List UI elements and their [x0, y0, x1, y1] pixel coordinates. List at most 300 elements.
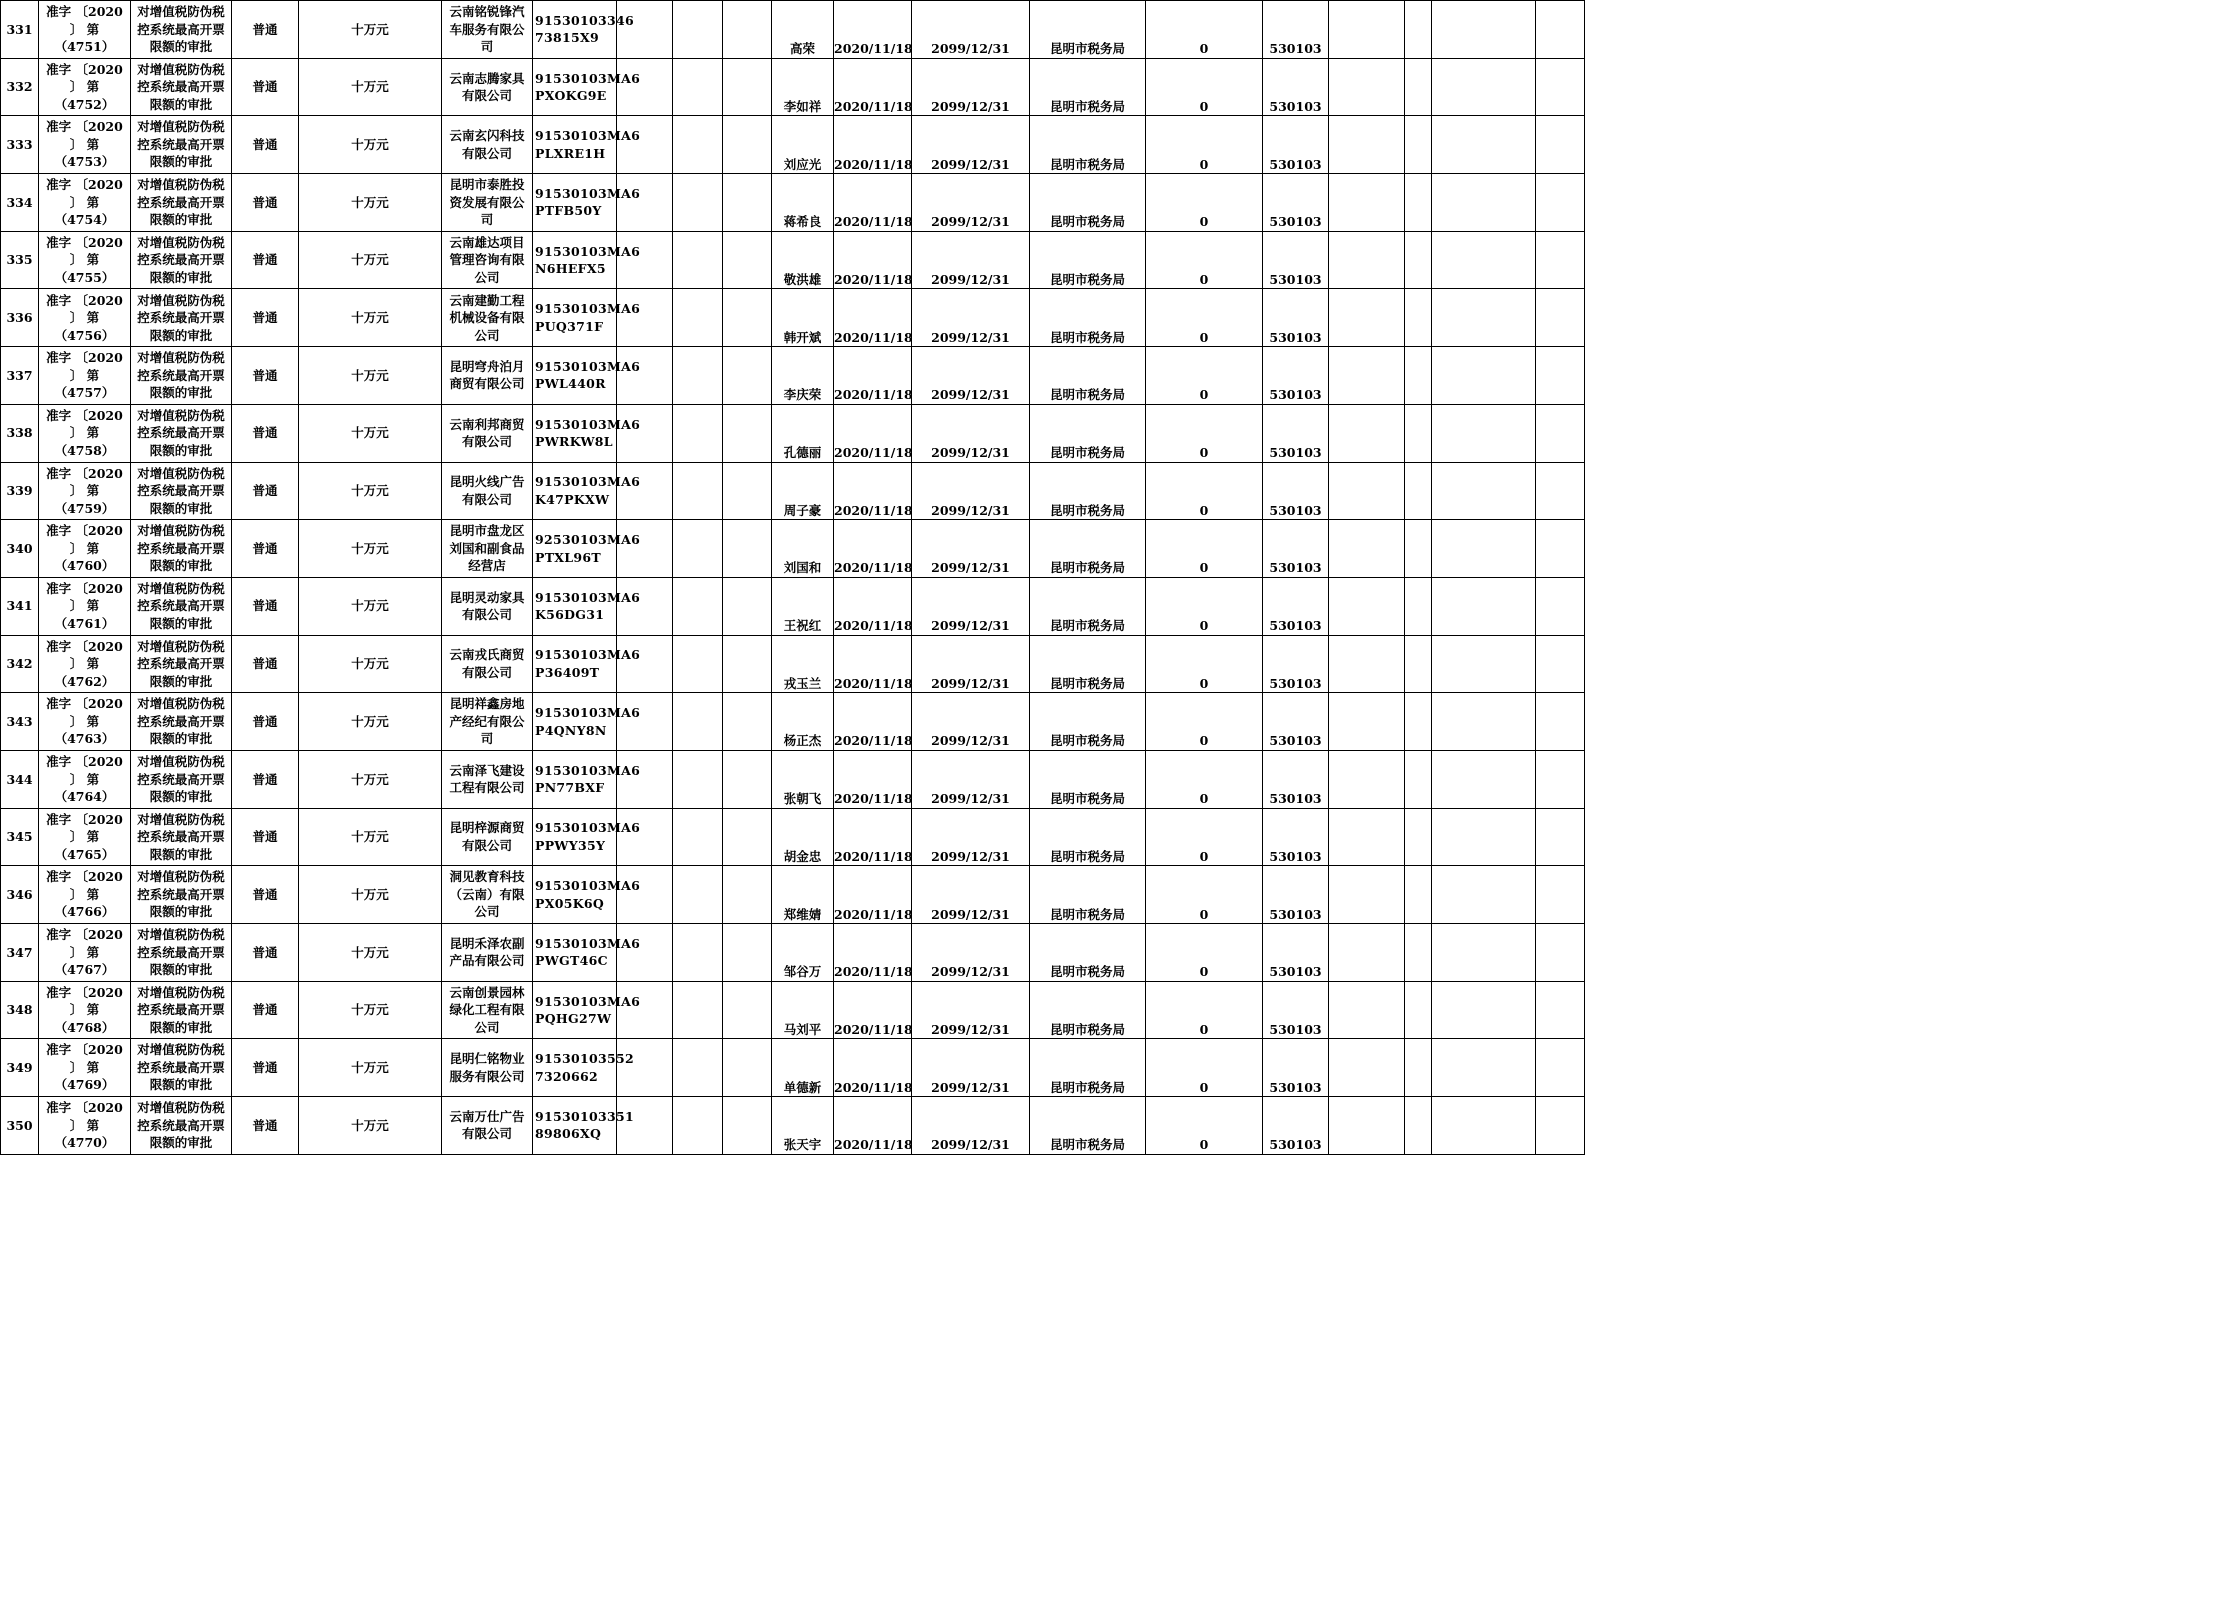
approval-item-cell	[131, 174, 232, 232]
document-number-cell	[39, 116, 131, 174]
row-number-cell: 348	[1, 981, 39, 1039]
status-flag-cell: 0	[1146, 981, 1263, 1039]
area-code-cell: 530103	[1263, 174, 1329, 232]
empty-cell	[1329, 635, 1405, 693]
company-name-line: 公司	[474, 904, 500, 920]
approval-item-line: 对增值税防伪税	[137, 407, 225, 423]
end-date-cell: 2099/12/31	[912, 174, 1030, 232]
company-name-line: 管理咨询有限	[449, 252, 525, 268]
credit-code-line: 91530103MA6	[535, 762, 641, 778]
row-number-cell: 338	[1, 404, 39, 462]
approval-item-line: 限额的审批	[149, 673, 213, 689]
empty-cell	[1536, 462, 1585, 520]
empty-cell	[1329, 462, 1405, 520]
document-number-line: 准字 〔2020	[46, 638, 123, 654]
approval-item-line: 控系统最高开票	[137, 252, 225, 268]
empty-cell	[1405, 577, 1432, 635]
empty-cell	[723, 520, 772, 578]
document-number-line: （4759）	[54, 500, 115, 516]
credit-code-line: K47PKXW	[535, 491, 610, 507]
company-name-line: 昆明市泰胜投	[449, 177, 525, 193]
area-code-cell: 530103	[1263, 1039, 1329, 1097]
start-date-cell: 2020/11/18	[834, 750, 912, 808]
table-row	[1, 1097, 1585, 1155]
legal-representative-cell: 张天宇	[772, 1097, 834, 1155]
area-code-cell: 530103	[1263, 750, 1329, 808]
empty-cell	[673, 1039, 723, 1097]
empty-cell	[1405, 462, 1432, 520]
area-code-cell: 530103	[1263, 58, 1329, 116]
empty-cell	[1536, 520, 1585, 578]
empty-cell	[617, 520, 673, 578]
empty-cell	[673, 462, 723, 520]
end-date-cell: 2099/12/31	[912, 231, 1030, 289]
approval-item-cell	[131, 58, 232, 116]
empty-cell	[1432, 404, 1536, 462]
credit-code-line: PWRKW8L	[535, 434, 613, 450]
credit-code-line: P36409T	[535, 664, 600, 680]
legal-representative-cell: 邹谷万	[772, 924, 834, 982]
approval-item-line: 控系统最高开票	[137, 425, 225, 441]
approval-item-line: 控系统最高开票	[137, 194, 225, 210]
row-number-cell: 349	[1, 1039, 39, 1097]
credit-code-line: 91530103MA6	[535, 128, 641, 144]
document-number-line: 〕 第	[69, 21, 100, 37]
empty-cell	[673, 347, 723, 405]
empty-cell	[1536, 174, 1585, 232]
end-date-cell: 2099/12/31	[912, 1039, 1030, 1097]
empty-cell	[1405, 981, 1432, 1039]
table-row	[1, 289, 1585, 347]
status-flag-cell: 0	[1146, 866, 1263, 924]
empty-cell	[1329, 347, 1405, 405]
row-number-cell: 344	[1, 750, 39, 808]
document-number-line: 准字 〔2020	[46, 465, 123, 481]
approval-item-line: 对增值税防伪税	[137, 580, 225, 596]
table-row	[1, 174, 1585, 232]
credit-code-line: 91530103MA6	[535, 358, 641, 374]
category-cell: 普通	[232, 577, 299, 635]
table-row	[1, 1, 1585, 59]
empty-cell	[723, 116, 772, 174]
document-number-line: 〕 第	[69, 1002, 100, 1018]
invoice-limit-cell: 十万元	[299, 347, 442, 405]
table-row	[1, 116, 1585, 174]
empty-cell	[1405, 1097, 1432, 1155]
document-number-cell	[39, 289, 131, 347]
approval-item-cell	[131, 866, 232, 924]
empty-cell	[723, 1, 772, 59]
row-number-cell: 350	[1, 1097, 39, 1155]
end-date-cell: 2099/12/31	[912, 750, 1030, 808]
empty-cell	[1405, 808, 1432, 866]
empty-cell	[1432, 750, 1536, 808]
document-number-line: 〕 第	[69, 79, 100, 95]
empty-cell	[1536, 289, 1585, 347]
approval-item-line: 对增值税防伪税	[137, 811, 225, 827]
empty-cell	[617, 174, 673, 232]
empty-cell	[1536, 635, 1585, 693]
end-date-cell: 2099/12/31	[912, 520, 1030, 578]
empty-cell	[617, 1039, 673, 1097]
empty-cell	[1405, 231, 1432, 289]
status-flag-cell: 0	[1146, 520, 1263, 578]
table-row	[1, 981, 1585, 1039]
document-number-line: 〕 第	[69, 1117, 100, 1133]
approval-item-line: 控系统最高开票	[137, 1059, 225, 1075]
company-name-line: 云南万仕广告	[449, 1108, 525, 1124]
category-cell: 普通	[232, 347, 299, 405]
credit-code-cell	[533, 231, 641, 289]
area-code-cell: 530103	[1263, 116, 1329, 174]
company-name-cell	[442, 1097, 533, 1155]
company-name-line: 机械设备有限	[449, 310, 525, 326]
empty-cell	[1536, 866, 1585, 924]
empty-cell	[1405, 404, 1432, 462]
empty-cell	[1329, 1039, 1405, 1097]
company-name-line: 有限公司	[461, 88, 512, 104]
empty-cell	[617, 1097, 673, 1155]
end-date-cell: 2099/12/31	[912, 577, 1030, 635]
credit-code-line: P4QNY8N	[535, 722, 607, 738]
area-code-cell: 530103	[1263, 347, 1329, 405]
invoice-limit-cell: 十万元	[299, 1, 442, 59]
invoice-limit-cell: 十万元	[299, 231, 442, 289]
company-name-cell	[442, 289, 533, 347]
approval-item-line: 控系统最高开票	[137, 944, 225, 960]
empty-cell	[673, 693, 723, 751]
credit-code-line: 91530103MA6	[535, 474, 641, 490]
credit-code-line: PTFB50Y	[535, 203, 602, 219]
empty-cell	[1432, 1, 1536, 59]
legal-representative-cell: 马刘平	[772, 981, 834, 1039]
empty-cell	[1432, 116, 1536, 174]
empty-cell	[617, 231, 673, 289]
empty-cell	[617, 981, 673, 1039]
approval-item-line: 对增值税防伪税	[137, 1042, 225, 1058]
credit-code-cell	[533, 174, 641, 232]
legal-representative-cell: 戎玉兰	[772, 635, 834, 693]
authority-cell: 昆明市税务局	[1030, 174, 1146, 232]
empty-cell	[1329, 520, 1405, 578]
document-number-line: （4757）	[54, 385, 115, 401]
company-name-cell	[442, 174, 533, 232]
invoice-limit-cell: 十万元	[299, 1097, 442, 1155]
document-number-line: 准字 〔2020	[46, 234, 123, 250]
approval-item-line: 限额的审批	[149, 731, 213, 747]
approval-item-line: 控系统最高开票	[137, 713, 225, 729]
credit-code-line: 91530103MA6	[535, 301, 641, 317]
category-cell: 普通	[232, 1, 299, 59]
end-date-cell: 2099/12/31	[912, 116, 1030, 174]
authority-cell: 昆明市税务局	[1030, 924, 1146, 982]
status-flag-cell: 0	[1146, 1, 1263, 59]
credit-code-line: PXOKG9E	[535, 88, 607, 104]
approval-item-line: 对增值税防伪税	[137, 350, 225, 366]
empty-cell	[1329, 58, 1405, 116]
document-number-line: 〕 第	[69, 367, 100, 383]
credit-code-cell	[533, 462, 641, 520]
empty-cell	[1405, 58, 1432, 116]
table-row	[1, 231, 1585, 289]
empty-cell	[1329, 750, 1405, 808]
empty-cell	[723, 289, 772, 347]
credit-code-line: PX05K6Q	[535, 895, 605, 911]
authority-cell: 昆明市税务局	[1030, 116, 1146, 174]
document-number-cell	[39, 750, 131, 808]
area-code-cell: 530103	[1263, 462, 1329, 520]
empty-cell	[1405, 750, 1432, 808]
document-number-line: （4752）	[54, 96, 115, 112]
start-date-cell: 2020/11/18	[834, 347, 912, 405]
empty-cell	[723, 462, 772, 520]
table-row	[1, 635, 1585, 693]
row-number-cell: 333	[1, 116, 39, 174]
approval-item-line: 限额的审批	[149, 500, 213, 516]
table-row	[1, 404, 1585, 462]
empty-cell	[673, 750, 723, 808]
company-name-line: 昆明穹舟泊月	[449, 358, 525, 374]
table-row	[1, 808, 1585, 866]
end-date-cell: 2099/12/31	[912, 693, 1030, 751]
company-name-cell	[442, 808, 533, 866]
category-cell: 普通	[232, 231, 299, 289]
credit-code-line: PWGT46C	[535, 953, 608, 969]
invoice-limit-cell: 十万元	[299, 289, 442, 347]
row-number-cell: 336	[1, 289, 39, 347]
approval-item-line: 控系统最高开票	[137, 656, 225, 672]
row-number-cell: 346	[1, 866, 39, 924]
empty-cell	[1536, 58, 1585, 116]
category-cell: 普通	[232, 635, 299, 693]
legal-representative-cell: 单德新	[772, 1039, 834, 1097]
legal-representative-cell: 王祝红	[772, 577, 834, 635]
document-number-line: 准字 〔2020	[46, 292, 123, 308]
status-flag-cell: 0	[1146, 116, 1263, 174]
empty-cell	[1432, 520, 1536, 578]
start-date-cell: 2020/11/18	[834, 808, 912, 866]
credit-code-line: 89806XQ	[535, 1126, 602, 1142]
start-date-cell: 2020/11/18	[834, 174, 912, 232]
company-name-line: 云南雄达项目	[449, 234, 525, 250]
invoice-limit-cell: 十万元	[299, 462, 442, 520]
credit-code-cell	[533, 635, 641, 693]
empty-cell	[1536, 693, 1585, 751]
credit-code-line: 91530103MA6	[535, 820, 641, 836]
credit-code-line: 91530103552	[535, 1051, 634, 1067]
company-name-line: 经营店	[468, 558, 506, 574]
document-number-line: 〕 第	[69, 1059, 100, 1075]
empty-cell	[617, 58, 673, 116]
credit-code-line: 91530103MA6	[535, 993, 641, 1009]
status-flag-cell: 0	[1146, 1097, 1263, 1155]
approval-item-cell	[131, 750, 232, 808]
credit-code-cell	[533, 750, 641, 808]
empty-cell	[1329, 1, 1405, 59]
invoice-limit-cell: 十万元	[299, 520, 442, 578]
credit-code-cell	[533, 289, 641, 347]
document-number-line: 准字 〔2020	[46, 4, 123, 20]
company-name-line: 工程有限公司	[449, 780, 525, 796]
document-number-line: （4760）	[54, 558, 115, 574]
start-date-cell: 2020/11/18	[834, 520, 912, 578]
approval-item-line: 限额的审批	[149, 154, 213, 170]
approval-item-line: 对增值税防伪税	[137, 4, 225, 20]
approval-item-line: 控系统最高开票	[137, 483, 225, 499]
empty-cell	[673, 866, 723, 924]
credit-code-cell	[533, 347, 641, 405]
company-name-line: 云南利邦商贸	[449, 416, 525, 432]
empty-cell	[1405, 174, 1432, 232]
approval-item-line: 控系统最高开票	[137, 21, 225, 37]
invoice-limit-cell: 十万元	[299, 808, 442, 866]
category-cell: 普通	[232, 520, 299, 578]
document-number-line: 〕 第	[69, 540, 100, 556]
legal-representative-cell: 胡金忠	[772, 808, 834, 866]
credit-code-line: PN77BXF	[535, 780, 605, 796]
row-number-cell: 331	[1, 1, 39, 59]
document-number-line: （4758）	[54, 442, 115, 458]
empty-cell	[617, 808, 673, 866]
category-cell: 普通	[232, 981, 299, 1039]
table-row	[1, 693, 1585, 751]
start-date-cell: 2020/11/18	[834, 404, 912, 462]
legal-representative-cell: 李庆荣	[772, 347, 834, 405]
approval-item-line: 限额的审批	[149, 96, 213, 112]
empty-cell	[673, 116, 723, 174]
invoice-limit-cell: 十万元	[299, 116, 442, 174]
empty-cell	[1536, 1097, 1585, 1155]
company-name-cell	[442, 693, 533, 751]
table-row	[1, 577, 1585, 635]
start-date-cell: 2020/11/18	[834, 462, 912, 520]
start-date-cell: 2020/11/18	[834, 577, 912, 635]
company-name-cell	[442, 58, 533, 116]
empty-cell	[1432, 808, 1536, 866]
end-date-cell: 2099/12/31	[912, 404, 1030, 462]
approval-item-line: 对增值税防伪税	[137, 984, 225, 1000]
area-code-cell: 530103	[1263, 1, 1329, 59]
approval-item-line: 对增值税防伪税	[137, 927, 225, 943]
table-row	[1, 462, 1585, 520]
status-flag-cell: 0	[1146, 635, 1263, 693]
empty-cell	[1536, 347, 1585, 405]
empty-cell	[1432, 462, 1536, 520]
category-cell: 普通	[232, 462, 299, 520]
company-name-line: 司	[480, 39, 494, 55]
company-name-line: 有限公司	[461, 145, 512, 161]
company-name-cell	[442, 1039, 533, 1097]
document-number-cell	[39, 174, 131, 232]
document-number-line: （4766）	[54, 904, 115, 920]
empty-cell	[1432, 866, 1536, 924]
empty-cell	[723, 1039, 772, 1097]
company-name-line: 云南志腾家具	[449, 70, 525, 86]
approval-item-line: 对增值税防伪税	[137, 523, 225, 539]
empty-cell	[617, 924, 673, 982]
company-name-line: 云南泽飞建设	[449, 762, 525, 778]
legal-representative-cell: 杨正杰	[772, 693, 834, 751]
document-number-line: 〕 第	[69, 656, 100, 672]
company-name-line: 有限公司	[461, 434, 512, 450]
invoice-limit-cell: 十万元	[299, 693, 442, 751]
status-flag-cell: 0	[1146, 693, 1263, 751]
credit-code-cell	[533, 866, 641, 924]
empty-cell	[1329, 981, 1405, 1039]
credit-code-cell	[533, 693, 641, 751]
empty-cell	[673, 520, 723, 578]
area-code-cell: 530103	[1263, 924, 1329, 982]
company-name-cell	[442, 231, 533, 289]
approval-item-cell	[131, 924, 232, 982]
credit-code-cell	[533, 577, 641, 635]
company-name-line: 昆明祥鑫房地	[449, 696, 525, 712]
company-name-line: 昆明市盘龙区	[449, 523, 525, 539]
approval-item-line: 控系统最高开票	[137, 310, 225, 326]
category-cell: 普通	[232, 924, 299, 982]
approval-item-cell	[131, 1, 232, 59]
credit-code-line: 73815X9	[535, 30, 599, 46]
company-name-line: 绿化工程有限	[449, 1002, 525, 1018]
credit-code-line: K56DG31	[535, 607, 605, 623]
area-code-cell: 530103	[1263, 693, 1329, 751]
approval-item-cell	[131, 635, 232, 693]
empty-cell	[1432, 693, 1536, 751]
start-date-cell: 2020/11/18	[834, 58, 912, 116]
document-number-cell	[39, 520, 131, 578]
row-number-cell: 332	[1, 58, 39, 116]
approval-item-line: 限额的审批	[149, 846, 213, 862]
start-date-cell: 2020/11/18	[834, 1039, 912, 1097]
document-number-line: （4770）	[54, 1135, 115, 1151]
document-number-line: 准字 〔2020	[46, 61, 123, 77]
credit-code-line: N6HEFX5	[535, 261, 606, 277]
end-date-cell: 2099/12/31	[912, 635, 1030, 693]
credit-code-line: 7320662	[535, 1068, 598, 1084]
empty-cell	[617, 577, 673, 635]
approval-item-line: 控系统最高开票	[137, 1117, 225, 1133]
company-name-line: 有限公司	[461, 491, 512, 507]
approval-item-cell	[131, 520, 232, 578]
empty-cell	[1405, 289, 1432, 347]
empty-cell	[1329, 924, 1405, 982]
document-number-line: 〕 第	[69, 886, 100, 902]
company-name-cell	[442, 866, 533, 924]
credit-code-line: 91530103MA6	[535, 647, 641, 663]
empty-cell	[1405, 924, 1432, 982]
category-cell: 普通	[232, 116, 299, 174]
start-date-cell: 2020/11/18	[834, 1097, 912, 1155]
category-cell: 普通	[232, 58, 299, 116]
category-cell: 普通	[232, 404, 299, 462]
authority-cell: 昆明市税务局	[1030, 347, 1146, 405]
credit-code-line: PWL440R	[535, 376, 606, 392]
invoice-limit-cell: 十万元	[299, 866, 442, 924]
area-code-cell: 530103	[1263, 981, 1329, 1039]
company-name-cell	[442, 981, 533, 1039]
empty-cell	[673, 174, 723, 232]
table-row	[1, 58, 1585, 116]
row-number-cell: 339	[1, 462, 39, 520]
table-row	[1, 520, 1585, 578]
authority-cell: 昆明市税务局	[1030, 750, 1146, 808]
category-cell: 普通	[232, 693, 299, 751]
row-number-cell: 335	[1, 231, 39, 289]
company-name-line: 公司	[474, 327, 500, 343]
approval-item-line: 控系统最高开票	[137, 136, 225, 152]
table-row	[1, 924, 1585, 982]
empty-cell	[673, 1097, 723, 1155]
